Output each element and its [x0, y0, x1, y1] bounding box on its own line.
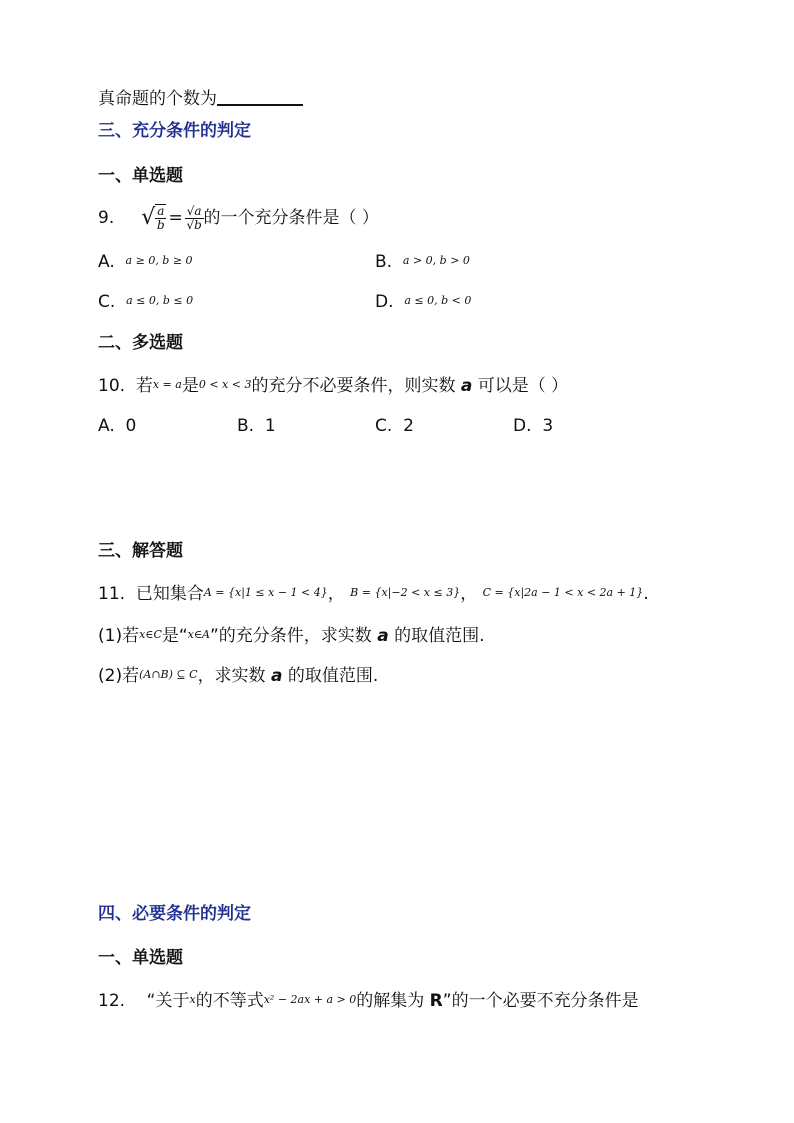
answer-blank [217, 88, 303, 106]
option-b[interactable]: B. a > 0, b > 0 [375, 252, 470, 272]
question-number: 9. [98, 208, 115, 228]
section-title-4: 四、必要条件的判定 [98, 904, 251, 924]
single-choice-header: 一、单选题 [98, 166, 183, 186]
question-12: 12. “关于x的不等式x² − 2ax + a > 0的解集为 R”的一个必要不充分条件是 [98, 991, 639, 1011]
question-11: 11. 已知集合A = {x|1 ≤ x − 1 < 4}， B = {x|−2 < x ≤ 3}， C = {x|2a − 1 < x < 2a + 1}. [98, 584, 649, 604]
option-c[interactable]: C. 2 [375, 416, 414, 436]
single-choice-header: 一、单选题 [98, 948, 183, 968]
sqrt-fraction: √ $\frac{a}{b}$ [141, 204, 165, 232]
option-a[interactable]: A. a ≥ 0, b ≥ 0 [98, 252, 193, 272]
root-fraction: $\frac{√a}{√b}$ [186, 203, 202, 232]
set-c: C = {x|2a − 1 < x < 2a + 1} [482, 586, 644, 599]
option-a[interactable]: A. 0 [98, 416, 137, 436]
solution-header: 三、解答题 [98, 541, 183, 561]
section-title-3: 三、充分条件的判定 [98, 121, 251, 141]
option-b[interactable]: B. 1 [237, 416, 276, 436]
option-c[interactable]: C. a ≤ 0, b ≤ 0 [98, 292, 194, 312]
question-11-part-1: (1)若x∈C是“x∈A”的充分条件，求实数 a 的取值范围. [98, 626, 485, 646]
question-11-part-2: (2)若(A∩B) ⊆ C，求实数 a 的取值范围. [98, 666, 379, 686]
question-9: 9. √ $\frac{a}{b}$ = $\frac{√a}{√b}$ 的一个充分条件是（ ） [98, 200, 379, 236]
option-d[interactable]: D. a ≤ 0, b < 0 [375, 292, 472, 312]
question-10: 10. 若x = a是0 < x < 3的充分不必要条件，则实数 a 可以是（ ） [98, 376, 569, 396]
option-d[interactable]: D. 3 [513, 416, 554, 436]
multi-choice-header: 二、多选题 [98, 333, 183, 353]
set-b: B = {x|−2 < x ≤ 3} [350, 586, 461, 599]
fill-in-prefix: 真命题的个数为 [98, 89, 217, 109]
set-a: A = {x|1 ≤ x − 1 < 4} [203, 586, 328, 599]
fill-in-line [98, 88, 303, 110]
